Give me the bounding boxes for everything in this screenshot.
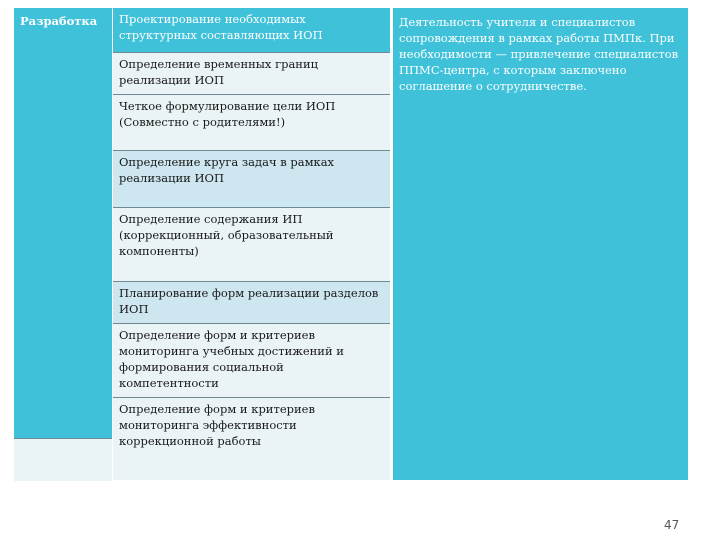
stage-column: [14, 8, 112, 480]
responsible-column: [393, 8, 688, 480]
step-text: Четкое формулирование цели ИОП (Совместно с родителями!): [119, 99, 336, 129]
step-text: Планирование форм реализации разделов ИОП: [119, 286, 379, 316]
stage-cell: [14, 8, 112, 438]
step-row: [113, 323, 390, 397]
responsible-text: Деятельность учителя и специалистов сопровождения в рамках работы ПМПк. При необходимости — привлечение специалистов ППМС-центра, с которым заключено соглашение о сотрудничестве.: [399, 15, 679, 93]
step-text: Определение круга задач в рамках реализации ИОП: [119, 155, 335, 185]
step-text: Определение форм и критериев мониторинга эффективности коррекционной работы: [119, 402, 315, 448]
step-text: Определение содержания ИП (коррекционный, образовательный компоненты): [119, 212, 334, 258]
stage-cell-empty: [14, 438, 112, 481]
step-row: [113, 397, 390, 480]
step-row: [113, 281, 390, 323]
step-row-header: [113, 8, 390, 52]
page-number: 47: [664, 518, 680, 532]
step-row: [113, 52, 390, 94]
step-text: Определение форм и критериев мониторинга учебных достижений и формирования социальной компетентности: [119, 328, 344, 390]
step-row: [113, 94, 390, 150]
step-row: [113, 207, 390, 281]
step-row: [113, 150, 390, 207]
step-header-text: Проектирование необходимых структурных составляющих ИОП: [119, 12, 323, 42]
steps-column: [113, 8, 390, 480]
stage-label: Разработка: [20, 14, 98, 28]
step-text: Определение временных границ реализации ИОП: [119, 57, 319, 87]
